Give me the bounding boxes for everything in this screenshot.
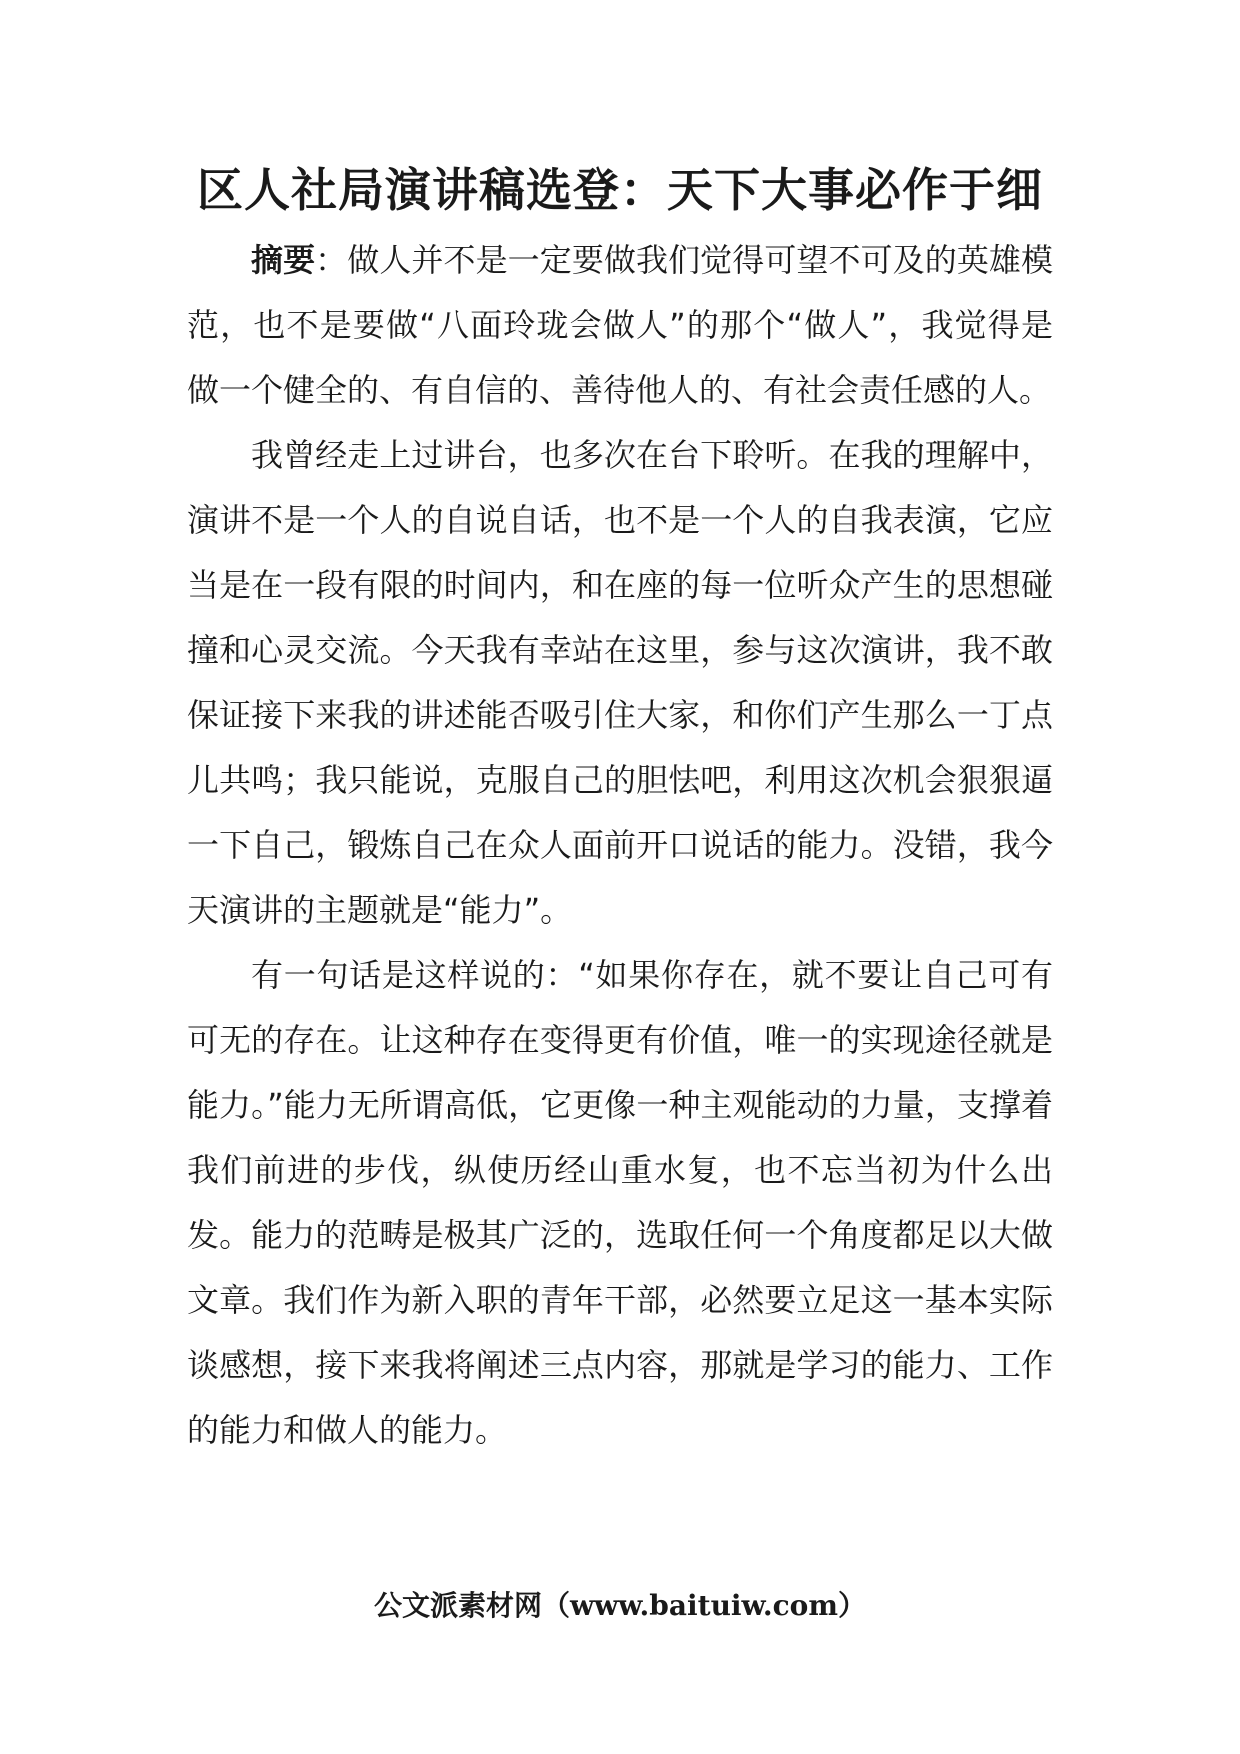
abstract-paragraph xyxy=(187,228,1053,423)
abstract-label: 摘要 xyxy=(251,241,316,279)
document-title: 区人社局演讲稿选登：天下大事必作于细 xyxy=(197,163,1043,217)
body-paragraph: 我曾经走上过讲台，也多次在台下聆听。在我的理解中，演讲不是一个人的自说自话，也不是一个人的自我表演，它应当是在一段有限的时间内，和在座的每一位听众产生的思想碰撞和心灵交流。今天我有幸站在这里，参与这次演讲，我不敢保证接下来我的讲述能否吸引住大家，和你们产生那么一丁点儿共鸣；我只能说，克服自己的胆怯吧，利用这次机会狠狠逼一下自己，锻炼自己在众人面前开口说话的能力。没错，我今天演讲的主题就是“能力”。 xyxy=(187,436,1053,929)
abstract-text: ：做人并不是一定要做我们觉得可望不可及的英雄模范，也不是要做“八面玲珑会做人”的那个“做人”，我觉得是做一个健全的、有自信的、善待他人的、有社会责任感的人。 xyxy=(187,241,1053,409)
source-watermark: 公文派素材网（www.baituiw.com） xyxy=(374,1589,866,1622)
body-paragraph: 有一句话是这样说的：“如果你存在，就不要让自己可有可无的存在。让这种存在变得更有价值，唯一的实现途径就是能力。”能力无所谓高低，它更像一种主观能动的力量，支撑着我们前进的步伐，纵使历经山重水复，也不忘当初为什么出发。能力的范畴是极其广泛的，选取任何一个角度都足以大做文章。我们作为新入职的青年干部，必然要立足这一基本实际谈感想，接下来我将阐述三点内容，那就是学习的能力、工作的能力和做人的能力。 xyxy=(187,956,1053,1449)
document-body xyxy=(187,228,1053,1463)
